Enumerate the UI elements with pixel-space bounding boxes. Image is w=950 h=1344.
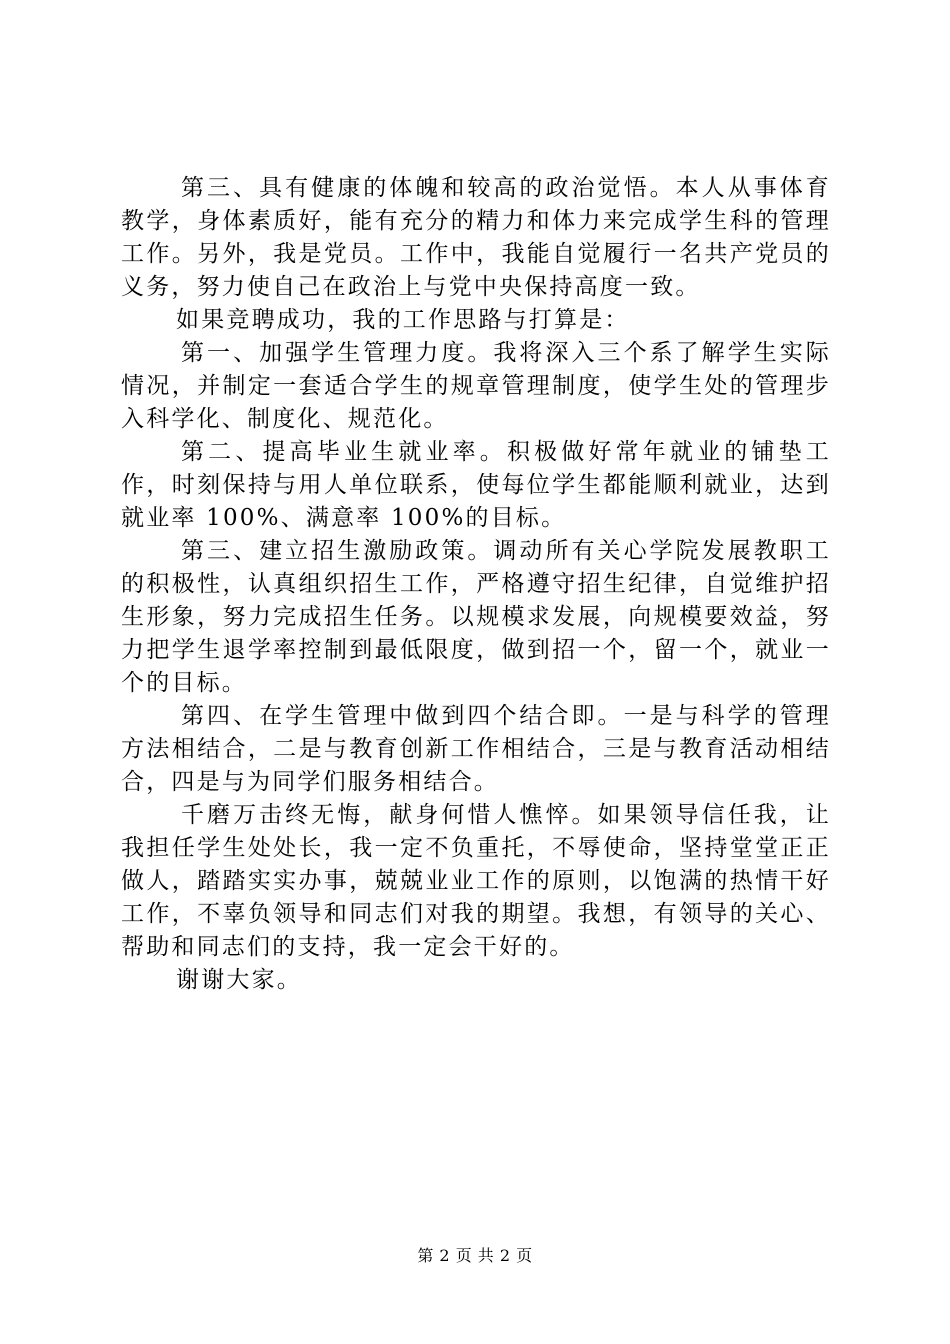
paragraph-qualification-three: 第三、具有健康的体魄和较高的政治觉悟。本人从事体育教学，身体素质好，能有充分的精力和体力来完成学生科的管理工作。另外，我是党员。工作中，我能自觉履行一名共产党员的义务，努力使自己在政治上与党中央保持高度一致。 (121, 175, 831, 300)
document-body (121, 172, 831, 997)
page-number-label: 第 2 页 共 2 页 (417, 1246, 533, 1265)
paragraph-plan-one: 第一、加强学生管理力度。我将深入三个系了解学生实际情况，并制定一套适合学生的规章管理制度，使学生处的管理步入科学化、制度化、规范化。 (121, 340, 831, 432)
paragraph-plan-four: 第四、在学生管理中做到四个结合即。一是与科学的管理方法相结合，二是与教育创新工作相结合，三是与教育活动相结合，四是与为同学们服务相结合。 (121, 703, 831, 795)
paragraph-thanks: 谢谢大家。 (176, 967, 302, 993)
page-footer (0, 1246, 950, 1266)
paragraph-closing-pledge: 千磨万击终无悔，献身何惜人憔悴。如果领导信任我，让我担任学生处处长，我一定不负重托，不辱使命，坚持堂堂正正做人，踏踏实实办事，兢兢业业工作的原则，以饱满的热情干好工作，不辜负领导和同志们对我的期望。我想，有领导的关心、帮助和同志们的支持，我一定会干好的。 (121, 802, 831, 960)
paragraph-work-plan-intro: 如果竞聘成功，我的工作思路与打算是： (176, 307, 630, 333)
paragraph-plan-two: 第二、提高毕业生就业率。积极做好常年就业的铺垫工作，时刻保持与用人单位联系，使每位学生都能顺利就业，达到就业率 100%、满意率 100%的目标。 (121, 439, 831, 531)
paragraph-plan-three: 第三、建立招生激励政策。调动所有关心学院发展教职工的积极性，认真组织招生工作，严格遵守招生纪律，自觉维护招生形象，努力完成招生任务。以规模求发展，向规模要效益，努力把学生退学率控制到最低限度，做到招一个，留一个，就业一个的目标。 (121, 538, 831, 696)
